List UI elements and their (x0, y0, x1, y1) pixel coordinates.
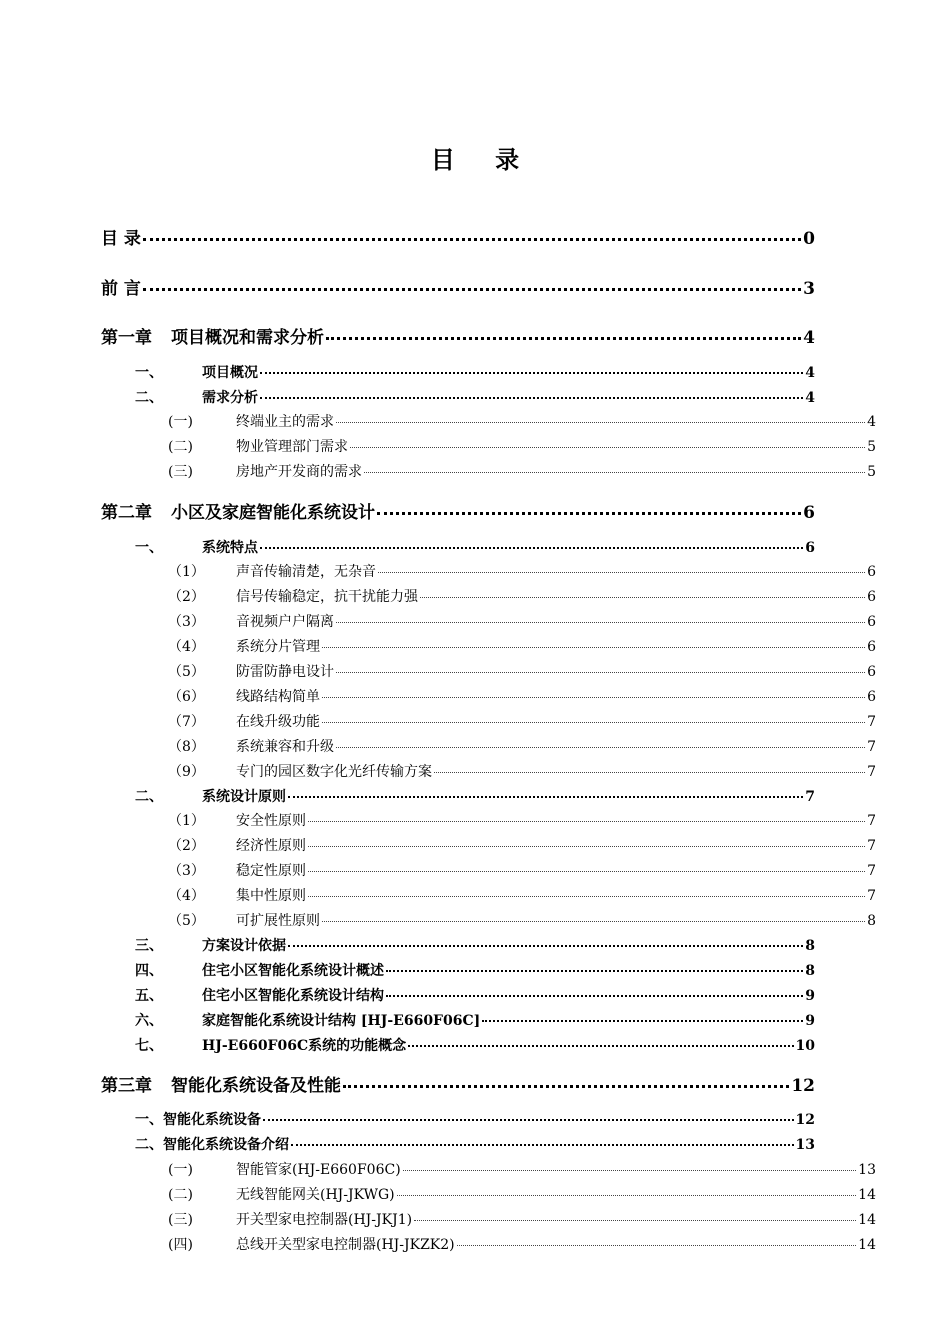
toc-dot-leader (260, 538, 803, 552)
toc-page-number: 6 (805, 540, 815, 556)
toc-page-number: 7 (867, 714, 876, 730)
toc-dot-leader (336, 412, 865, 426)
toc-entry[interactable] (135, 1109, 815, 1129)
toc-entry[interactable] (135, 935, 815, 955)
toc-dot-leader (263, 1110, 794, 1124)
toc-entry[interactable] (168, 835, 876, 855)
toc-entry[interactable] (135, 1035, 815, 1055)
toc-entry[interactable] (135, 1010, 815, 1030)
toc-entry-number: （9） (168, 764, 205, 780)
toc-entry[interactable] (168, 1209, 876, 1229)
toc-page-number: 7 (867, 813, 876, 829)
toc-entry-title: 安全性原则 (236, 813, 306, 829)
toc-entry[interactable] (168, 1234, 876, 1254)
toc-page-number: 6 (867, 689, 876, 705)
toc-entry[interactable] (168, 436, 876, 456)
toc-dot-leader (336, 662, 865, 676)
toc-entry-title: 音视频户户隔离 (236, 614, 334, 630)
toc-entry[interactable] (135, 362, 815, 382)
toc-dot-leader (403, 1160, 857, 1174)
toc-page-number: 12 (791, 1076, 815, 1096)
toc-entry-number: 第三章 (101, 1076, 152, 1096)
toc-entry[interactable] (168, 1159, 876, 1179)
page-title: 目 录 (430, 145, 536, 174)
toc-entry-number: （1） (168, 564, 205, 580)
toc-entry-title: 系统兼容和升级 (236, 739, 334, 755)
toc-page-number: 7 (867, 764, 876, 780)
toc-entry-number: (一) (168, 1162, 193, 1178)
toc-page-number: 7 (867, 838, 876, 854)
toc-dot-leader (386, 986, 803, 1000)
toc-entry-title: 物业管理部门需求 (236, 439, 348, 455)
toc-entry[interactable] (135, 387, 815, 407)
toc-page-number: 7 (867, 863, 876, 879)
toc-entry-number: 二、 (135, 390, 163, 406)
toc-entry-title: 可扩展性原则 (236, 913, 320, 929)
toc-entry-number: 三、 (135, 938, 163, 954)
toc-page-number: 6 (867, 564, 876, 580)
toc-entry[interactable] (101, 498, 815, 523)
toc-entry-title: 项目概况和需求分析 (171, 328, 324, 348)
toc-entry-title: 项目概况 (202, 365, 258, 381)
toc-dot-leader (308, 811, 865, 825)
toc-entry-number: （3） (168, 863, 205, 879)
toc-dot-leader (378, 562, 865, 576)
toc-page-number: 14 (858, 1187, 876, 1203)
toc-entry[interactable] (168, 636, 876, 656)
toc-entry[interactable] (168, 761, 876, 781)
toc-entry-title: 方案设计依据 (202, 938, 286, 954)
toc-entry[interactable] (168, 411, 876, 431)
toc-page-number: 4 (803, 328, 815, 348)
toc-entry-title: 无线智能网关(HJ-JKWG) (236, 1187, 395, 1203)
toc-entry-number: （4） (168, 888, 205, 904)
toc-entry-number: 一、 (135, 1112, 163, 1128)
toc-entry-number: 第二章 (101, 503, 152, 523)
toc-page-number: 9 (805, 988, 815, 1004)
toc-dot-leader (420, 587, 865, 601)
toc-page-number: 4 (805, 365, 815, 381)
toc-entry[interactable] (168, 661, 876, 681)
toc-entry-title: 系统特点 (202, 540, 258, 556)
toc-entry[interactable] (168, 1184, 876, 1204)
toc-page-number: 14 (858, 1237, 876, 1253)
toc-dot-leader (308, 836, 865, 850)
toc-page-number: 0 (803, 229, 815, 249)
toc-entry[interactable] (168, 461, 876, 481)
toc-entry[interactable] (168, 611, 876, 631)
toc-entry-title: HJ-E660F06C系统的功能概念 (202, 1038, 407, 1054)
toc-dot-leader (336, 612, 865, 626)
toc-entry-number: （5） (168, 913, 205, 929)
toc-page-number: 8 (805, 938, 815, 954)
toc-dot-leader (457, 1235, 857, 1249)
toc-entry[interactable] (168, 711, 876, 731)
toc-entry-title: 线路结构简单 (236, 689, 320, 705)
toc-dot-leader (322, 712, 865, 726)
toc-entry-number: 一、 (135, 365, 163, 381)
toc-page-number: 4 (867, 414, 876, 430)
toc-entry[interactable] (135, 1134, 815, 1154)
toc-dot-leader (260, 363, 803, 377)
toc-dot-leader (482, 1011, 803, 1025)
toc-entry-title: 专门的园区数字化光纤传输方案 (236, 764, 432, 780)
toc-entry-title: 防雷防静电设计 (236, 664, 334, 680)
toc-entry[interactable] (168, 810, 876, 830)
toc-dot-leader (288, 787, 803, 801)
toc-entry[interactable] (101, 323, 815, 348)
toc-dot-leader (260, 388, 803, 402)
toc-page-number: 14 (858, 1212, 876, 1228)
toc-dot-leader (308, 861, 865, 875)
toc-page-number: 6 (867, 614, 876, 630)
toc-dot-leader (434, 762, 865, 776)
toc-dot-leader (408, 1036, 793, 1050)
toc-page-number: 12 (795, 1112, 815, 1128)
toc-entry-title: 智能化系统设备及性能 (171, 1076, 341, 1096)
toc-entry[interactable] (168, 586, 876, 606)
toc-entry-number: 前 言 (101, 279, 141, 299)
toc-dot-leader (322, 687, 865, 701)
toc-entry-number: 六、 (135, 1013, 163, 1029)
toc-entry-title: 房地产开发商的需求 (236, 464, 362, 480)
toc-entry[interactable] (135, 960, 815, 980)
toc-dot-leader (143, 227, 801, 244)
toc-entry-title: 智能化系统设备介绍 (163, 1137, 289, 1153)
toc-entry-title: 信号传输稳定，抗干扰能力强 (236, 589, 418, 605)
toc-entry-number: 二、 (135, 1137, 163, 1153)
toc-entry[interactable] (101, 274, 815, 299)
toc-dot-leader (364, 462, 865, 476)
toc-dot-leader (386, 961, 803, 975)
toc-dot-leader (397, 1185, 857, 1199)
toc-entry-number: 一、 (135, 540, 163, 556)
toc-entry-title: 总线开关型家电控制器(HJ-JKZK2) (236, 1237, 455, 1253)
toc-entry-title: 住宅小区智能化系统设计结构 (202, 988, 384, 1004)
toc-entry-number: 七、 (135, 1038, 163, 1054)
toc-entry[interactable] (135, 537, 815, 557)
toc-entry-number: (三) (168, 1212, 193, 1228)
toc-page-number: 6 (867, 639, 876, 655)
toc-dot-leader (291, 1135, 794, 1149)
toc-entry-title: 智能管家(HJ-E660F06C) (236, 1162, 401, 1178)
toc-entry-title: 稳定性原则 (236, 863, 306, 879)
toc-entry-number: (一) (168, 414, 193, 430)
toc-entry-number: （2） (168, 589, 205, 605)
toc-entry-title: 经济性原则 (236, 838, 306, 854)
toc-dot-leader (322, 637, 865, 651)
toc-entry-number: (二) (168, 439, 193, 455)
toc-entry-title: 家庭智能化系统设计结构 [HJ-E660F06C] (202, 1013, 481, 1029)
toc-entry-title: 系统分片管理 (236, 639, 320, 655)
toc-entry[interactable] (168, 910, 876, 930)
toc-dot-leader (336, 737, 865, 751)
toc-dot-leader (377, 501, 801, 518)
toc-entry-title: 声音传输清楚，无杂音 (236, 564, 376, 580)
toc-entry-number: (四) (168, 1237, 193, 1253)
toc-entry-title: 终端业主的需求 (236, 414, 334, 430)
toc-entry-number: 二、 (135, 789, 163, 805)
toc-entry-number: 四、 (135, 963, 163, 979)
toc-entry[interactable] (168, 561, 876, 581)
toc-entry-number: 目 录 (101, 229, 141, 249)
toc-page-number: 5 (867, 464, 876, 480)
toc-entry[interactable] (168, 885, 876, 905)
toc-dot-leader (143, 277, 801, 294)
toc-entry[interactable] (168, 686, 876, 706)
toc-entry-number: （4） (168, 639, 205, 655)
toc-entry-number: （1） (168, 813, 205, 829)
toc-entry-number: （5） (168, 664, 205, 680)
toc-entry-number: （3） (168, 614, 205, 630)
toc-entry-title: 智能化系统设备 (163, 1112, 261, 1128)
toc-page-number: 8 (867, 913, 876, 929)
toc-dot-leader (326, 326, 801, 343)
toc-entry-title: 需求分析 (202, 390, 258, 406)
toc-page-number: 6 (867, 589, 876, 605)
toc-page-number: 5 (867, 439, 876, 455)
toc-entry-number: （7） (168, 714, 205, 730)
toc-entry[interactable] (101, 1071, 815, 1096)
toc-dot-leader (414, 1210, 856, 1224)
toc-page-number: 4 (805, 390, 815, 406)
toc-entry[interactable] (101, 224, 815, 249)
toc-page-number: 9 (805, 1013, 815, 1029)
toc-entry-number: （2） (168, 838, 205, 854)
toc-dot-leader (343, 1074, 789, 1091)
toc-page-number: 13 (795, 1137, 815, 1153)
toc-entry-title: 开关型家电控制器(HJ-JKJ1) (236, 1212, 413, 1228)
toc-entry-number: 五、 (135, 988, 163, 1004)
toc-page-number: 13 (858, 1162, 876, 1178)
toc-page-number: 10 (795, 1038, 815, 1054)
toc-entry[interactable] (135, 786, 815, 806)
toc-page-number: 3 (803, 279, 815, 299)
toc-entry-title: 集中性原则 (236, 888, 306, 904)
toc-entry[interactable] (135, 985, 815, 1005)
toc-entry[interactable] (168, 860, 876, 880)
toc-entry-number: （8） (168, 739, 205, 755)
toc-dot-leader (322, 911, 865, 925)
toc-entry-number: （6） (168, 689, 205, 705)
toc-entry-title: 在线升级功能 (236, 714, 320, 730)
toc-dot-leader (288, 936, 803, 950)
toc-page-number: 7 (867, 888, 876, 904)
toc-entry[interactable] (168, 736, 876, 756)
toc-entry-title: 小区及家庭智能化系统设计 (171, 503, 375, 523)
toc-page-number: 7 (867, 739, 876, 755)
toc-page-number: 8 (805, 963, 815, 979)
toc-page-number: 6 (867, 664, 876, 680)
toc-page-number: 7 (805, 789, 815, 805)
toc-entry-number: (三) (168, 464, 193, 480)
toc-entry-title: 系统设计原则 (202, 789, 286, 805)
toc-entry-number: (二) (168, 1187, 193, 1203)
toc-page-number: 6 (803, 503, 815, 523)
toc-dot-leader (308, 886, 865, 900)
toc-entry-number: 第一章 (101, 328, 152, 348)
toc-dot-leader (350, 437, 865, 451)
toc-entry-title: 住宅小区智能化系统设计概述 (202, 963, 384, 979)
